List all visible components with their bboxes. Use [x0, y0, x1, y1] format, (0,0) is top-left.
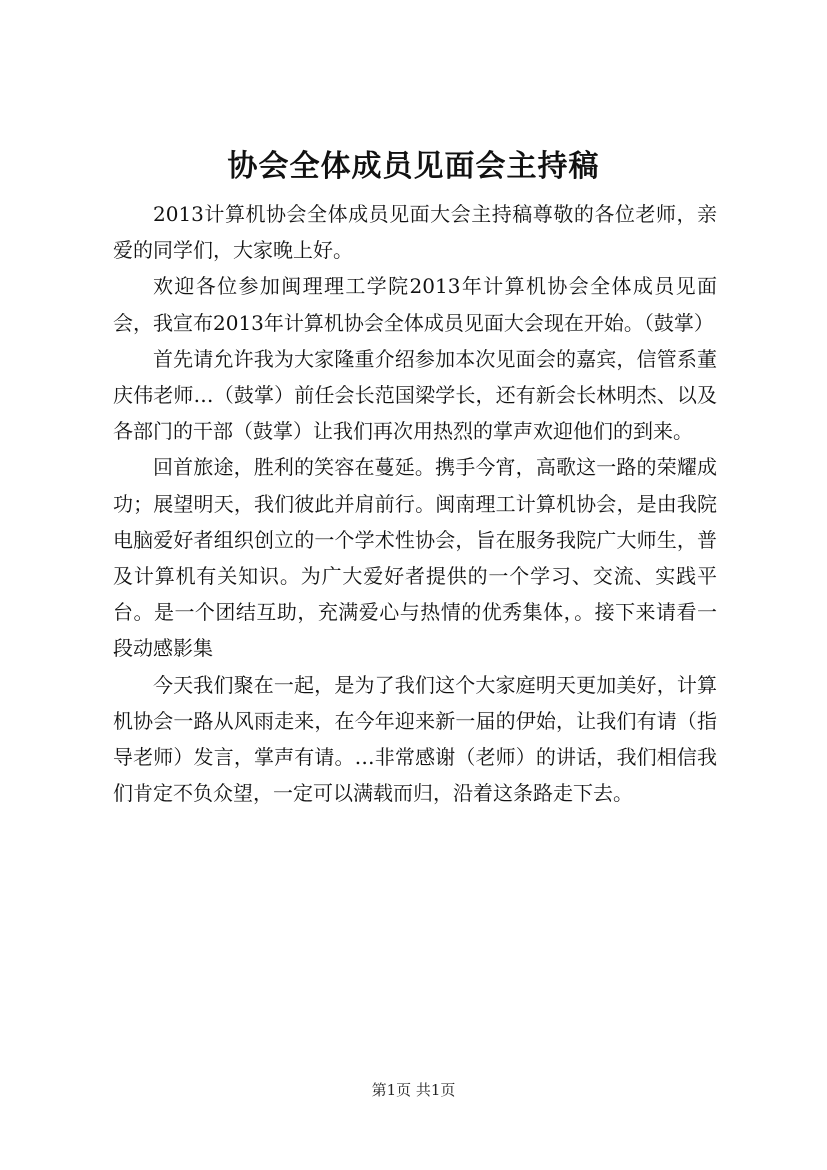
document-title: 协会全体成员见面会主持稿 [227, 149, 600, 184]
paragraph-opening: 2013计算机协会全体成员见面大会主持稿尊敬的各位老师，亲爱的同学们，大家晚上好。 [113, 202, 717, 263]
document-body [113, 196, 717, 811]
paragraph-association: 回首旅途，胜利的笑容在蔓延。携手今宵，高歌这一路的荣耀成功；展望明天，我们彼此并肩前行。闽南理工计算机协会，是由我院电脑爱好者组织创立的一个学术性协会，旨在服务我院广大师生，普及计算机有关知识。为广大爱好者提供的一个学习、交流、实践平台。是一个团结互助，充满爱心与热情的优秀集体，。接下来请看一段动感影集 [113, 455, 717, 661]
paragraph-welcome: 欢迎各位参加闽理理工学院2013年计算机协会全体成员见面会，我宣布2013年计算机协会全体成员见面大会现在开始。（鼓掌） [113, 274, 717, 335]
page-footer: 第1页 共1页 [371, 1081, 456, 1099]
paragraph-guests: 首先请允许我为大家隆重介绍参加本次见面会的嘉宾，信管系董庆伟老师…（鼓掌）前任会长范国梁学长，还有新会长林明杰、以及各部门的干部（鼓掌）让我们再次用热烈的掌声欢迎他们的到来。 [113, 346, 717, 444]
paragraph-closing: 今天我们聚在一起，是为了我们这个大家庭明天更加美好，计算机协会一路从风雨走来，在今年迎来新一届的伊始，让我们有请（指导老师）发言，掌声有请。…非常感谢（老师）的讲话，我们相信我们肯定不负众望，一定可以满载而归，沿着这条路走下去。 [113, 672, 717, 806]
